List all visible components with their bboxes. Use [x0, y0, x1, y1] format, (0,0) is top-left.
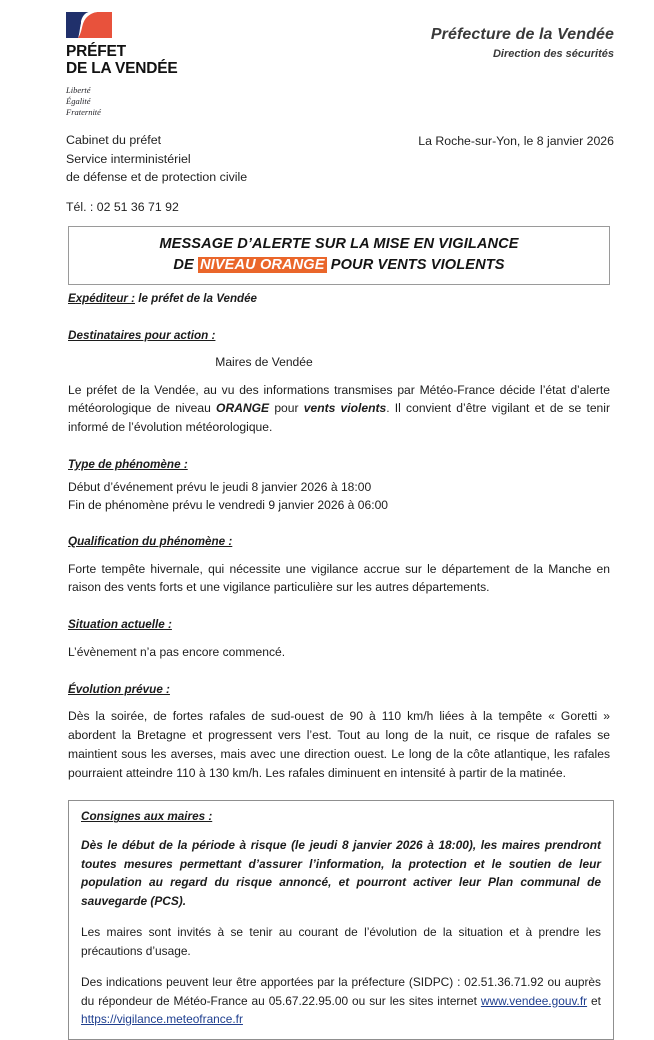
- qualification-heading: Qualification du phénomène :: [68, 534, 233, 548]
- intro-part1: Le préfet de la Vendée, au vu des informations transmises par Météo-France décide l’état d’alerte météorologique de niveau: [68, 382, 610, 416]
- prefet-title-line1: PRÉFET: [66, 43, 126, 60]
- consignes-heading: Consignes aux maires :: [81, 810, 213, 824]
- prefet-title-line2: DE LA VENDÉE: [66, 60, 178, 78]
- french-flag-icon: [66, 12, 112, 38]
- vigilance-meteofrance-link[interactable]: https://vigilance.meteofrance.fr: [81, 1012, 243, 1027]
- alert-title-box: [68, 226, 610, 284]
- type-phenomene-end: Fin de phénomène prévu le vendredi 9 janvier 2026 à 06:00: [68, 497, 389, 512]
- destinataires-recipient: Maires de Vendée: [215, 355, 313, 370]
- type-phenomene-start: Début d’événement prévu le jeudi 8 janvier 2026 à 18:00: [68, 479, 372, 494]
- consignes-paragraph-1: Dès le début de la période à risque (le jeudi 8 janvier 2026 à 18:00), les maires prendront toutes mesures permettant d’assurer l’information, la protection et le soutien de leur population au regard du risque annoncé, et pourront activer leur Plan communal de sauvegarde (PCS).: [81, 838, 601, 908]
- address-date-row: [0, 118, 654, 186]
- organization-name: Préfecture de la Vendée: [430, 26, 614, 43]
- evolution-heading: Évolution prévue :: [68, 682, 170, 696]
- devise-liberte: Liberté: [66, 84, 91, 95]
- evolution-text: Dès la soirée, de fortes rafales de sud-ouest de 90 à 110 km/h liées à la tempête « Goretti » abordent la Bretagne et progressent vers l’est. Tout au long de la nuit, ce risque de rafales se maintient sous les averses, mais avec une direction ouest. Le long de la côte atlantique, les rafales pourraient atteindre 110 à 130 km/h. Les rafales diminuent en intensité à partir de la matinée.: [68, 709, 610, 780]
- expediteur-value: le préfet de la Vendée: [138, 291, 258, 305]
- document-header: [0, 0, 654, 118]
- intro-phenomenon-emphasis: vents violents: [303, 401, 387, 416]
- situation-heading: Situation actuelle :: [68, 618, 172, 632]
- consignes-conjunction: et: [587, 993, 601, 1008]
- alert-title-prefix: DE: [173, 257, 199, 274]
- destinataires-heading: Destinataires pour action :: [68, 328, 216, 342]
- consignes-paragraph-3: [81, 973, 601, 1028]
- sender-address-block: [66, 131, 247, 186]
- intro-paragraph: [68, 381, 610, 437]
- vendee-gouv-link[interactable]: www.vendee.gouv.fr: [480, 993, 588, 1008]
- situation-text: L’évènement n’a pas encore commencé.: [68, 644, 286, 659]
- intro-part3: . Il convient d’être vigilant et de se tenir informé de l’évolution météorologique.: [68, 401, 610, 435]
- phone-line: Tél. : 02 51 36 71 92: [66, 200, 179, 215]
- place-and-date: La Roche-sur-Yon, le 8 janvier 2026: [418, 134, 614, 149]
- consignes-contact-text: Des indications peuvent leur être apportées par la préfecture (SIDPC) : 02.51.36.71.92 ou auprès du répondeur de Météo-France au 05.67.22.95.00 ou sur les sites internet: [81, 975, 601, 1008]
- marianne-swoosh-icon: [78, 12, 100, 38]
- prefecture-logo-block: [66, 12, 236, 118]
- consignes-box: [68, 800, 614, 1040]
- header-right-block: [431, 12, 614, 60]
- type-phenomene-lines: [68, 478, 610, 514]
- address-line-3: de défense et de protection civile: [66, 170, 248, 185]
- expediteur-label: Expéditeur :: [68, 291, 135, 305]
- intro-level-emphasis: ORANGE: [216, 401, 270, 416]
- alert-title-line-1: MESSAGE D’ALERTE SUR LA MISE EN VIGILANCE: [159, 236, 519, 253]
- devise-block: [66, 85, 236, 119]
- address-line-2: Service interministériel: [66, 151, 191, 166]
- alert-title-suffix: POUR VENTS VIOLENTS: [326, 257, 505, 274]
- type-phenomene-heading: Type de phénomène :: [68, 457, 188, 471]
- expediteur-line: [68, 290, 610, 308]
- qualification-text: Forte tempête hivernale, qui nécessite une vigilance accrue sur le département de la Manche en raison des vents forts et une vigilance particulière sur les autres départements.: [68, 561, 610, 595]
- department-name: Direction des sécurités: [492, 48, 614, 60]
- consignes-paragraph-2: Les maires sont invités à se tenir au courant de l’évolution de la situation et à prendre les précautions d’usage.: [81, 925, 601, 958]
- alert-title-line-2: [75, 255, 603, 276]
- document-body: [0, 290, 654, 783]
- address-line-1: Cabinet du préfet: [66, 133, 162, 148]
- intro-part2: pour: [269, 401, 304, 416]
- devise-egalite: Égalité: [66, 95, 91, 106]
- devise-fraternite: Fraternité: [66, 107, 101, 118]
- alert-level-highlight: NIVEAU ORANGE: [200, 257, 325, 274]
